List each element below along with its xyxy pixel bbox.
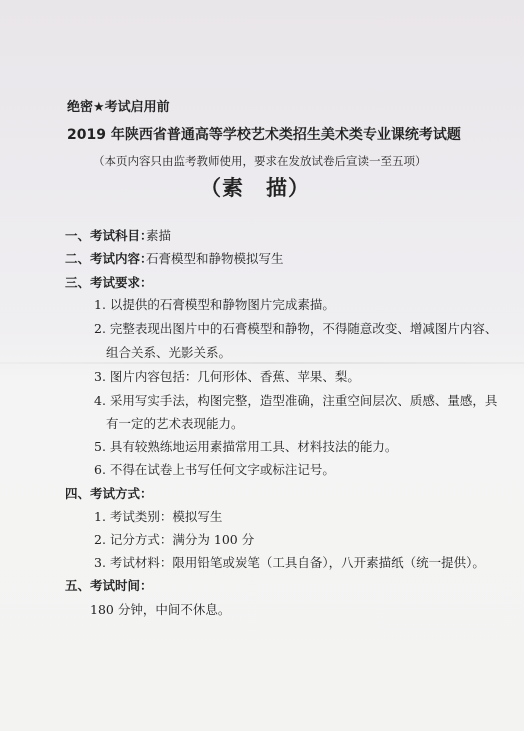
section-1-value: 素描 <box>146 228 172 243</box>
paper-fold-line <box>0 362 524 364</box>
requirement-item: 4. 采用写实手法，构图完整，造型准确，注重空间层次、质感、量感，具 <box>94 393 498 408</box>
section-5-value: 180 分钟，中间不休息。 <box>90 602 231 617</box>
requirement-item: 6. 不得在试卷上书写任何文字或标注记号。 <box>94 462 335 477</box>
section-2-value: 石膏模型和静物模拟写生 <box>146 251 284 266</box>
exam-title: 2019 年陕西省普通高等学校艺术类招生美术类专业课统考试题 <box>67 127 461 143</box>
section-1-label: 一、考试科目： <box>65 228 153 243</box>
secret-label: 绝密★考试启用前 <box>67 100 170 115</box>
method-item: 2. 记分方式：满分为 100 分 <box>94 532 255 547</box>
requirement-item: 5. 具有较熟练地运用素描常用工具、材料技法的能力。 <box>94 439 398 454</box>
requirement-item-continued: 有一定的艺术表现能力。 <box>106 416 244 431</box>
requirement-item: 2. 完整表现出图片中的石膏模型和静物，不得随意改变、增减图片内容、 <box>94 321 498 336</box>
section-3-label: 三、考试要求： <box>65 275 153 290</box>
section-2-label: 二、考试内容： <box>65 251 153 266</box>
section-5-label: 五、考试时间： <box>65 578 153 593</box>
requirement-item: 3. 图片内容包括：几何形体、香蕉、苹果、梨。 <box>94 369 360 384</box>
requirement-item-continued: 组合关系、光影关系。 <box>106 345 232 360</box>
method-item: 1. 考试类别：模拟写生 <box>94 509 223 524</box>
requirement-item: 1. 以提供的石膏模型和静物图片完成素描。 <box>94 297 335 312</box>
subject-heading: （素 描） <box>200 176 310 200</box>
method-item: 3. 考试材料：限用铅笔或炭笔（工具自备），八开素描纸（统一提供）。 <box>94 555 485 570</box>
section-4-label: 四、考试方式： <box>65 486 153 501</box>
reading-note: （本页内容只由监考教师使用，要求在发放试卷后宣读一至五项） <box>93 154 427 168</box>
